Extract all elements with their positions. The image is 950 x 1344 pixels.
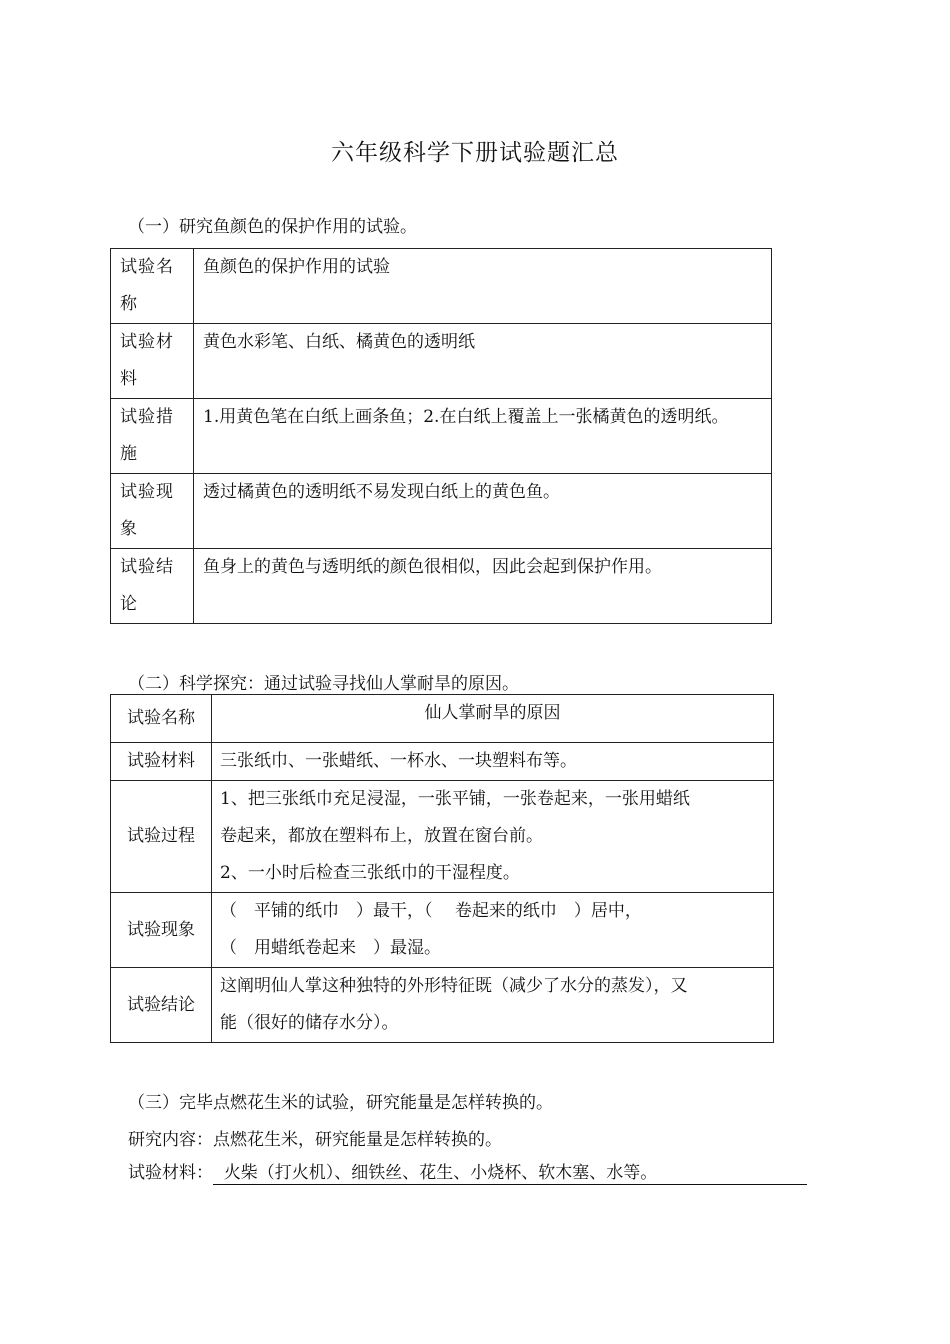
table-row: [111, 474, 772, 549]
row-content: 黄色水彩笔、白纸、橘黄色的透明纸: [194, 324, 772, 399]
table-row: [111, 695, 774, 743]
row-content: 仙人掌耐旱的原因: [212, 695, 774, 743]
row-content: 1、把三张纸巾充足浸湿，一张平铺，一张卷起来，一张用蜡纸 卷起来，都放在塑料布上，放置在窗台前。 2、一小时后检查三张纸巾的干湿程度。: [212, 781, 774, 893]
row-content: 三张纸巾、一张蜡纸、一杯水、一块塑料布等。: [212, 743, 774, 781]
research-content-label: 研究内容：: [128, 1130, 213, 1150]
page-title: 六年级科学下册试验题汇总: [331, 140, 619, 166]
table-row: [111, 324, 772, 399]
row-label: 试验材料: [111, 743, 212, 781]
section-1-heading: （一）研究鱼颜色的保护作用的试验。: [128, 217, 417, 237]
table-row: [111, 781, 774, 893]
row-label: 试验过程: [111, 781, 212, 893]
row-label: 试验材 料: [111, 324, 194, 399]
row-content: 1.用黄色笔在白纸上画条鱼；2.在白纸上覆盖上一张橘黄色的透明纸。: [194, 399, 772, 474]
row-label: 试验现 象: [111, 474, 194, 549]
table-row: [111, 893, 774, 968]
table-row: [111, 399, 772, 474]
materials-text: 火柴（打火机）、细铁丝、花生、小烧杯、软木塞、水等。: [223, 1163, 658, 1183]
row-content: 鱼身上的黄色与透明纸的颜色很相似，因此会起到保护作用。: [194, 549, 772, 624]
materials-line: [128, 1158, 807, 1185]
row-content: 透过橘黄色的透明纸不易发现白纸上的黄色鱼。: [194, 474, 772, 549]
row-content: 鱼颜色的保护作用的试验: [194, 249, 772, 324]
table-row: [111, 968, 774, 1043]
research-content-text: 点燃花生米，研究能量是怎样转换的。: [213, 1130, 502, 1150]
table-row: [111, 743, 774, 781]
row-label: 试验现象: [111, 893, 212, 968]
row-content: 这阐明仙人掌这种独特的外形特征既（减少了水分的蒸发），又 能（很好的储存水分）。: [212, 968, 774, 1043]
row-label: 试验结论: [111, 968, 212, 1043]
row-label: 试验名称: [111, 695, 212, 743]
research-content-line: [128, 1125, 502, 1150]
row-label: 试验结 论: [111, 549, 194, 624]
experiment-table-2: [110, 694, 774, 1043]
table-row: [111, 249, 772, 324]
section-2-heading: （二）科学探究：通过试验寻找仙人掌耐旱的原因。: [128, 674, 519, 694]
row-label: 试验措 施: [111, 399, 194, 474]
table-row: [111, 549, 772, 624]
section-3-heading: （三）完毕点燃花生米的试验，研究能量是怎样转换的。: [128, 1093, 553, 1113]
row-label: 试验名 称: [111, 249, 194, 324]
row-content: （ 平铺的纸巾 ）最干，（ 卷起来的纸巾 ）居中， （ 用蜡纸卷起来 ）最湿。: [212, 893, 774, 968]
materials-fill-blank: [213, 1162, 807, 1185]
materials-label: 试验材料：: [128, 1163, 213, 1183]
experiment-table-1: [110, 248, 772, 624]
